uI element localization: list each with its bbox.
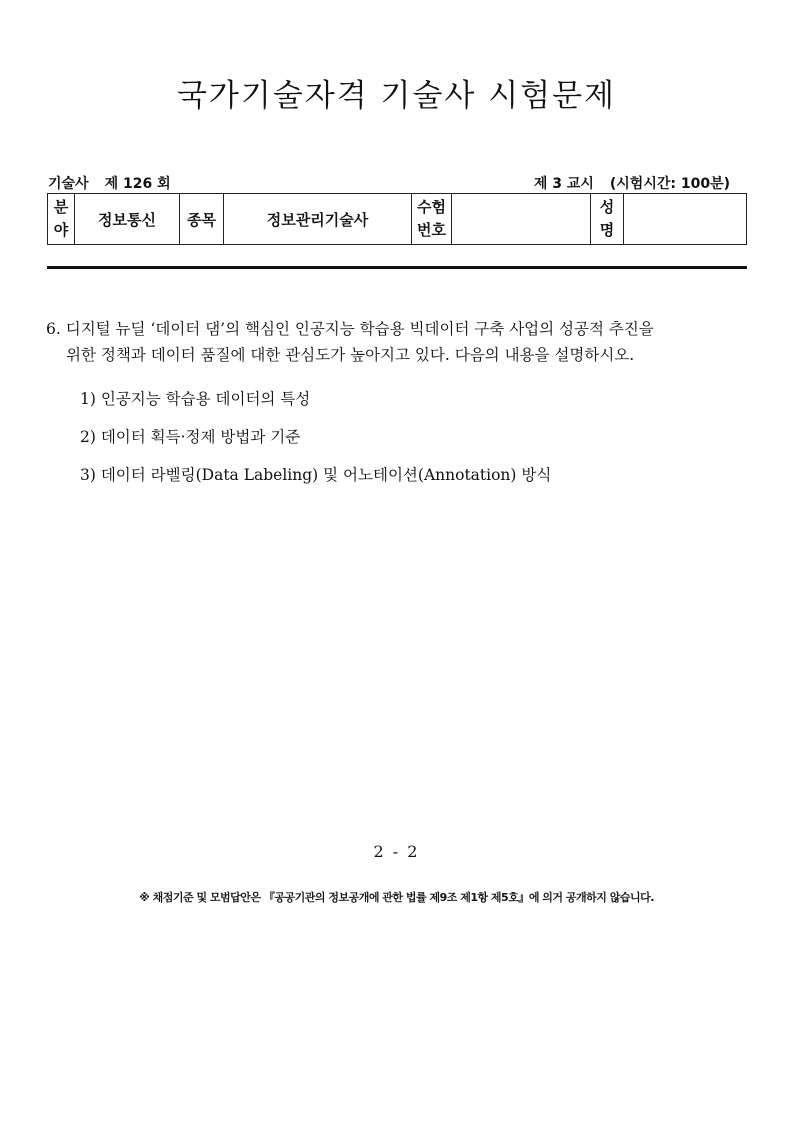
- exam-no-value-cell[interactable]: [452, 194, 591, 245]
- name-label-bottom: 명: [599, 221, 615, 239]
- field-label-bottom: 야: [53, 221, 69, 239]
- exam-round: 제 126 회: [104, 176, 171, 192]
- sub-question-item: 1) 인공지능 학습용 데이터의 특성: [80, 390, 311, 408]
- item-value-cell: 정보관리기술사: [224, 194, 412, 245]
- sub-question-list: [80, 386, 740, 500]
- name-label-cell: [591, 194, 624, 245]
- question-text-line1: 6. 디지털 뉴딜 ‘데이터 댐’의 핵심인 인공지능 학습용 빅데이터 구축 사업의 성공적 추진을: [46, 320, 654, 338]
- exam-round-info: [48, 173, 171, 193]
- exam-no-label-bottom: 번호: [417, 221, 446, 239]
- field-label-top: 분: [53, 198, 69, 216]
- field-label-cell: [48, 194, 75, 245]
- header-divider: [47, 266, 747, 269]
- exam-no-label-top: 수험: [417, 198, 446, 216]
- page-number: 2 - 2: [373, 842, 420, 861]
- item-label-cell: 종목: [180, 194, 224, 245]
- exam-time: (시험시간: 100분): [609, 176, 730, 192]
- sub-question-item: 2) 데이터 획득·정제 방법과 기준: [80, 428, 301, 446]
- name-label-top: 성: [599, 198, 615, 216]
- exam-category: 기술사: [48, 176, 89, 192]
- exam-session-info: [534, 173, 730, 193]
- sub-question-item: 3) 데이터 라벨링(Data Labeling) 및 어노테이션(Annotation) 방식: [80, 466, 552, 484]
- exam-no-label-cell: [412, 194, 452, 245]
- exam-info-table: [47, 193, 747, 245]
- exam-meta-row: [48, 173, 748, 193]
- page-title: 국가기술자격 기술사 시험문제: [176, 78, 616, 114]
- field-value-cell: 정보통신: [75, 194, 180, 245]
- question-block: [46, 316, 751, 368]
- question-text-line2: 위한 정책과 데이터 품질에 대한 관심도가 높아지고 있다. 다음의 내용을 설명하시오.: [66, 346, 635, 364]
- footer-disclaimer: ※ 채점기준 및 모범답안은 『공공기관의 정보공개에 관한 법률 제9조 제1항 제5호』에 의거 공개하지 않습니다.: [139, 891, 654, 904]
- name-value-cell[interactable]: [624, 194, 747, 245]
- exam-session: 제 3 교시: [533, 176, 594, 192]
